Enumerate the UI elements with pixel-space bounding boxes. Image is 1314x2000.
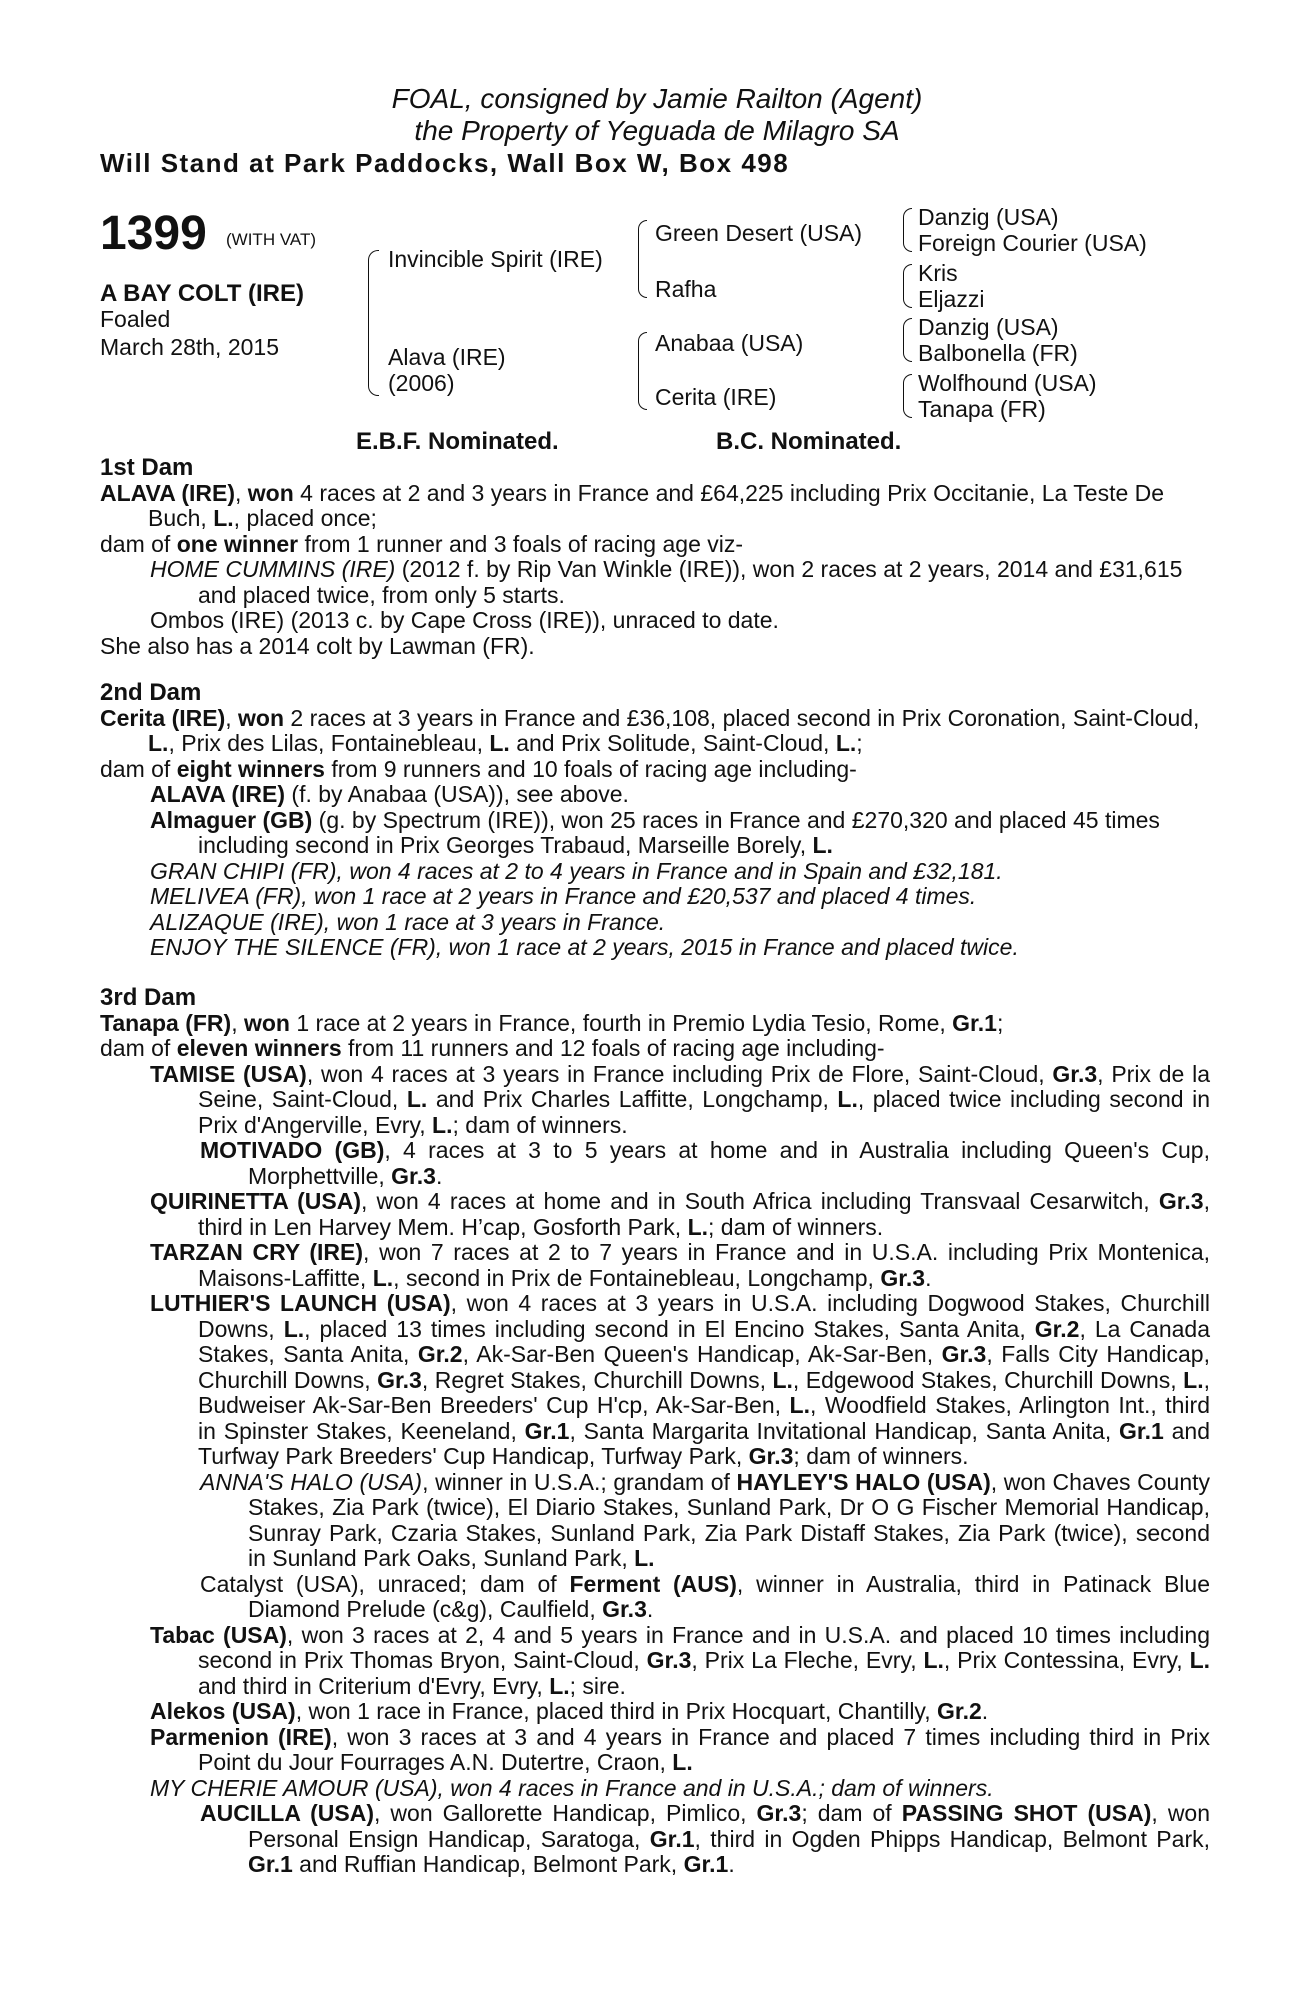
foaled-date: March 28th, 2015 (100, 334, 280, 360)
listed-marker: L. (549, 1672, 570, 1699)
grand-produce-entry (100, 1572, 1210, 1623)
produce-text: . (435, 1162, 443, 1189)
group-marker: Gr.2 (937, 1698, 982, 1724)
dam-of-suffix: from 9 runners and 10 foals of racing age including- (324, 755, 857, 782)
group-marker: Gr.3 (1052, 1060, 1098, 1087)
sire-sire-dam: Foreign Courier (USA) (918, 230, 1147, 256)
produce-text: . (728, 1851, 735, 1877)
produce-text: , Budweiser Ak-Sar-Ben Breeders' Cup H'cp, Ak-Sar-Ben, (198, 1366, 1210, 1418)
produce-text: , 4 races at 3 to 5 years at home and in Australia including Queen's Cup, Morphettville, (248, 1137, 1210, 1189)
produce-entry (100, 808, 1210, 859)
produce-text: , placed 13 times including second in El Encino Stakes, Santa Anita, (304, 1315, 1035, 1342)
winners-count: one winner (176, 530, 299, 557)
produce-text: , third in Len Harvey Mem. H’cap, Gosforth Park, (198, 1188, 1210, 1240)
sire: Invincible Spirit (IRE) (388, 246, 603, 272)
produce-name: Almaguer (GB) (150, 806, 313, 833)
produce-text: ; dam of winners. (793, 1443, 969, 1469)
grand-produce-entry (100, 1801, 1210, 1878)
produce-text: ; dam of winners. (452, 1111, 628, 1138)
sire-parents-bracket (638, 220, 647, 298)
produce-text: , Woodfield Stakes, Arlington Int., third in Spinster Stakes, Keeneland, (198, 1392, 1210, 1444)
grand-produce-entry (100, 1470, 1210, 1572)
dam-dam: Cerita (IRE) (655, 384, 777, 410)
dam-dam-sire: Wolfhound (USA) (918, 370, 1097, 396)
record-text: and Prix Solitude, Saint-Cloud, (509, 730, 836, 756)
listed-marker: L. (406, 1086, 428, 1112)
produce-entry (100, 1725, 1210, 1776)
also-note: She also has a 2014 colt by Lawman (FR). (100, 632, 535, 659)
group-marker: Gr.3 (391, 1162, 436, 1189)
listed-marker: L. (789, 1392, 810, 1418)
winners-count: eleven winners (176, 1035, 342, 1061)
lot-title: A BAY COLT (IRE) (100, 280, 305, 307)
produce-name: Tabac (USA) (150, 1621, 287, 1648)
g3-bracket-3 (903, 318, 912, 362)
produce-text: , winner in Australia, third in Patinack Blue Diamond Prelude (c&g), Caulfield, (248, 1570, 1210, 1622)
produce-text: , Prix Contessina, Evry, (943, 1647, 1190, 1673)
produce-entry (100, 1062, 1210, 1139)
produce-text: , won 3 races at 3 and 4 years in France and placed 7 times including third in Prix Point du Jour Fourrages A.N. Dutertre, Craon, (198, 1723, 1210, 1775)
g3-bracket-2 (903, 264, 912, 308)
group-marker: Gr.3 (1158, 1188, 1204, 1214)
listed-marker: L. (372, 1264, 394, 1291)
listed-marker: L. (432, 1111, 453, 1138)
g3-bracket-4 (903, 374, 912, 418)
listed-marker: L. (213, 505, 234, 531)
produce-name: ANNA'S HALO (USA) (200, 1468, 423, 1495)
listed-marker: L. (1183, 1366, 1204, 1393)
produce-text: , Regret Stakes, Churchill Downs, (421, 1366, 773, 1393)
produce-text: , Santa Margarita Invitational Handicap, Santa Anita, (569, 1417, 1120, 1444)
foaled-info (100, 305, 279, 361)
group-marker: Gr.3 (748, 1443, 794, 1469)
consignor-line: FOAL, consigned by Jamie Railton (Agent) (391, 83, 923, 114)
second-dam-record: Cerita (IRE), won 2 races at 3 years in France and £36,108, placed second in Prix Coronation, Saint-Cloud, L., Prix des Lilas, Fontainebleau, L. and Prix Solitude, Saint-Cloud, L.; (100, 704, 1200, 756)
group-marker: Gr.1 (1119, 1417, 1164, 1444)
third-dam-name: Tanapa (FR) (100, 1009, 232, 1036)
listed-marker: L. (634, 1545, 655, 1571)
dam-of-suffix: from 1 runner and 3 foals of racing age viz- (298, 530, 744, 557)
first-dam-text-2: , placed once; (233, 505, 377, 531)
sire-sire-sire: Danzig (USA) (918, 204, 1059, 230)
record-text: ; (856, 730, 863, 756)
first-dam-text: 4 races at 2 and 3 years in France and £64,225 including Prix Occitanie, La Teste De Buch, (148, 479, 1165, 531)
produce-text: , won 7 races at 2 to 7 years in France and in U.S.A. including Prix Montenica, Maisons-Laffitte, (198, 1239, 1210, 1291)
produce-entry (100, 557, 1210, 608)
listed-marker: L. (812, 832, 833, 858)
grand-produce-entry (100, 1138, 1210, 1189)
produce-entry (100, 782, 1210, 808)
produce-text: , La Canada Stakes, Santa Anita, (198, 1315, 1210, 1367)
produce-text: Catalyst (USA), unraced; dam of (200, 1570, 570, 1597)
second-dam-heading: 2nd Dam (100, 679, 202, 706)
produce-text: , won 3 races at 2, 4 and 5 years in France and in U.S.A. and placed 10 times including second in Prix Thomas Bryon, Saint-Cloud, (198, 1621, 1210, 1673)
g3-bracket-1 (903, 208, 912, 252)
produce-text: , won Gallorette Handicap, Pimlico, (374, 1800, 757, 1826)
first-dam-produce-summary (100, 532, 1210, 558)
produce-name: HOME CUMMINS (IRE) (150, 556, 396, 582)
sire-dam-bracket (368, 250, 379, 396)
dam-dam-dam: Tanapa (FR) (918, 396, 1046, 422)
won-label: won (243, 1009, 290, 1036)
produce-name: PASSING SHOT (USA) (901, 1800, 1152, 1826)
produce-entry (100, 1291, 1210, 1470)
group-marker: Gr.3 (602, 1596, 647, 1622)
lot-number: 1399 (100, 207, 207, 260)
sire-dam: Rafha (655, 276, 717, 302)
produce-text: , Falls City Handicap, Churchill Downs, (198, 1341, 1210, 1393)
listed-marker: L. (489, 730, 510, 756)
produce-text: , won 4 races at 3 years in France including Prix de Flore, Saint-Cloud, (306, 1060, 1053, 1087)
dam-parents-bracket (638, 332, 647, 410)
first-dam-name: ALAVA (IRE) (100, 479, 236, 506)
dam-of-suffix: from 11 runners and 12 foals of racing age including- (341, 1035, 885, 1061)
listed-marker: L. (672, 1749, 693, 1775)
second-dam-name: Cerita (IRE) (100, 704, 226, 731)
group-marker: Gr.2 (417, 1341, 463, 1367)
winners-count: eight winners (176, 755, 325, 782)
group-marker: Gr.1 (649, 1825, 695, 1852)
property-line: the Property of Yeguada de Milagro SA (414, 115, 900, 146)
group-marker: Gr.1 (683, 1851, 729, 1877)
produce-text: ; dam of (801, 1800, 902, 1826)
listed-marker: L. (148, 730, 169, 756)
group-marker: Gr.1 (952, 1009, 997, 1036)
listed-marker: L. (837, 1086, 858, 1112)
produce-text: ; sire. (569, 1672, 626, 1699)
listed-marker: L. (1189, 1647, 1211, 1673)
won-label: won (238, 704, 285, 731)
produce-text: , Edgewood Stakes, Churchill Downs, (792, 1366, 1184, 1393)
sire-dam-dam: Eljazzi (918, 286, 985, 312)
record-text: ; (996, 1009, 1004, 1036)
first-dam-record: ALAVA (IRE), won 4 races at 2 and 3 years in France and £64,225 including Prix Occitanie, La Teste De Buch, L., placed once; (100, 479, 1165, 531)
third-dam-record: Tanapa (FR), won 1 race at 2 years in France, fourth in Premio Lydia Tesio, Rome, Gr.1; (100, 1009, 1004, 1036)
third-dam-heading: 3rd Dam (100, 984, 197, 1011)
produce-name: Ferment (AUS) (569, 1570, 737, 1597)
third-dam-produce-summary (100, 1036, 1210, 1062)
produce-name: Alekos (USA) (150, 1698, 296, 1724)
produce-text: and Turfway Park Breeders' Cup Handicap, Turfway Park, (198, 1417, 1211, 1469)
dam-of-prefix: dam of (100, 755, 177, 782)
foaled-label: Foaled (100, 306, 171, 332)
produce-entry: ALIZAQUE (IRE), won 1 race at 3 years in France. (150, 908, 666, 935)
produce-text: and third in Criterium d'Evry, Evry, (198, 1672, 550, 1699)
group-marker: Gr.3 (880, 1264, 926, 1291)
produce-text: , Ak-Sar-Ben Queen's Handicap, Ak-Sar-Ben, (462, 1341, 942, 1367)
group-marker: Gr.3 (646, 1647, 692, 1673)
produce-text: , won Chaves County Stakes, Zia Park (twice), El Diario Stakes, Sunland Park, Dr O G Fischer Memorial Handicap, Sunray Park, Czaria Stakes, Sunland Park, Zia Park Distaff Stakes, Zia Park (twice), second in Sunland Park Oaks, Sunland Park, (248, 1468, 1211, 1571)
dam-sire-dam: Balbonella (FR) (918, 340, 1078, 366)
group-marker: Gr.3 (941, 1341, 987, 1367)
group-marker: Gr.1 (524, 1417, 570, 1444)
produce-text: (f. by Anabaa (USA)), see above. (285, 781, 629, 807)
listed-marker: L. (835, 730, 857, 756)
produce-text: , placed twice including second in Prix d'Angerville, Evry, (198, 1086, 1210, 1138)
dam-of-prefix: dam of (100, 530, 177, 557)
second-dam-produce-summary (100, 757, 1210, 783)
dam-year: (2006) (388, 370, 455, 396)
group-marker: Gr.1 (248, 1851, 293, 1877)
produce-name: QUIRINETTA (USA) (150, 1188, 362, 1214)
dam: Alava (IRE) (388, 344, 506, 370)
listed-marker: L. (687, 1213, 709, 1240)
produce-text: . (981, 1698, 989, 1724)
group-marker: Gr.3 (377, 1366, 422, 1393)
produce-entry: MY CHERIE AMOUR (USA), won 4 races in France and in U.S.A.; dam of winners. (150, 1774, 994, 1801)
produce-name: MOTIVADO (GB) (200, 1137, 385, 1163)
dam-sire: Anabaa (USA) (655, 330, 804, 356)
record-text: , Prix des Lilas, Fontainebleau, (168, 730, 490, 756)
group-marker: Gr.2 (1034, 1315, 1080, 1342)
produce-text: , second in Prix de Fontainebleau, Longchamp, (393, 1264, 881, 1291)
group-marker: Gr.3 (756, 1800, 802, 1826)
produce-name: Parmenion (IRE) (150, 1723, 332, 1750)
produce-entry: MELIVEA (FR), won 1 race at 2 years in France and £20,537 and placed 4 times. (150, 883, 977, 909)
produce-text: (2012 f. by Rip Van Winkle (IRE)), won 2 races at 2 years, 2014 and £31,615 and placed twice, from only 5 starts. (198, 556, 1183, 608)
ebf-nominated: E.B.F. Nominated. (356, 428, 559, 455)
produce-name: ALAVA (IRE) (150, 781, 286, 807)
produce-text: , won Personal Ensign Handicap, Saratoga, (248, 1800, 1211, 1852)
produce-text: and Prix Charles Laffitte, Longchamp, (427, 1086, 838, 1112)
produce-entry (100, 1699, 1210, 1725)
produce-name: TAMISE (USA) (150, 1060, 307, 1087)
produce-entry: GRAN CHIPI (FR), won 4 races at 2 to 4 years in France and in Spain and £32,181. (150, 857, 1003, 884)
produce-entry (100, 1240, 1210, 1291)
dam-sire-sire: Danzig (USA) (918, 314, 1059, 340)
produce-name: LUTHIER'S LAUNCH (USA) (150, 1290, 451, 1316)
produce-text: , won 1 race in France, placed third in Prix Hocquart, Chantilly, (295, 1698, 938, 1724)
produce-entry: ENJOY THE SILENCE (FR), won 1 race at 2 years, 2015 in France and placed twice. (150, 934, 1019, 960)
produce-text: , third in Ogden Phipps Handicap, Belmont Park, (694, 1825, 1210, 1852)
produce-entry: Ombos (IRE) (2013 c. by Cape Cross (IRE)), unraced to date. (150, 607, 779, 633)
produce-text: , winner in U.S.A.; grandam of (422, 1468, 737, 1495)
produce-entry (100, 1623, 1210, 1700)
first-dam-heading: 1st Dam (100, 454, 194, 481)
bc-nominated: B.C. Nominated. (716, 428, 902, 455)
produce-entry (100, 1189, 1210, 1240)
produce-text: and Ruffian Handicap, Belmont Park, (292, 1851, 684, 1877)
record-text: 2 races at 3 years in France and £36,108, placed second in Prix Coronation, Saint-Cloud, (284, 704, 1200, 731)
record-text: 1 race at 2 years in France, fourth in Premio Lydia Tesio, Rome, (289, 1009, 953, 1036)
first-dam-section (100, 455, 1210, 659)
produce-name: AUCILLA (USA) (200, 1800, 374, 1826)
listed-marker: L. (923, 1647, 944, 1673)
third-dam-section (100, 985, 1210, 1878)
produce-text: . (925, 1264, 932, 1291)
won-label: won (247, 479, 294, 506)
produce-text: , Prix La Fleche, Evry, (691, 1647, 924, 1673)
produce-name: HAYLEY'S HALO (USA) (736, 1468, 991, 1495)
vat-note: (WITH VAT) (226, 230, 317, 249)
sire-sire: Green Desert (USA) (655, 220, 863, 246)
produce-text: , Prix de la Seine, Saint-Cloud, (198, 1060, 1210, 1112)
stand-location-line: Will Stand at Park Paddocks, Wall Box W, Box 498 (100, 148, 790, 178)
produce-text: (g. by Spectrum (IRE)), won 25 races in France and £270,320 and placed 45 times including second in Prix Georges Trabaud, Marseille Borely, (198, 806, 1160, 858)
produce-text: ; dam of winners. (708, 1213, 884, 1240)
sire-dam-sire: Kris (918, 260, 958, 286)
listed-marker: L. (772, 1366, 793, 1393)
produce-text: , won 4 races at home and in South Africa including Transvaal Cesarwitch, (361, 1188, 1159, 1214)
produce-name: TARZAN CRY (IRE) (150, 1239, 364, 1265)
produce-text: , won 4 races at 3 years in U.S.A. including Dogwood Stakes, Churchill Downs, (198, 1290, 1210, 1342)
produce-text: . (646, 1596, 654, 1622)
listed-marker: L. (283, 1315, 305, 1342)
dam-of-prefix: dam of (100, 1035, 177, 1061)
second-dam-section (100, 680, 1210, 961)
